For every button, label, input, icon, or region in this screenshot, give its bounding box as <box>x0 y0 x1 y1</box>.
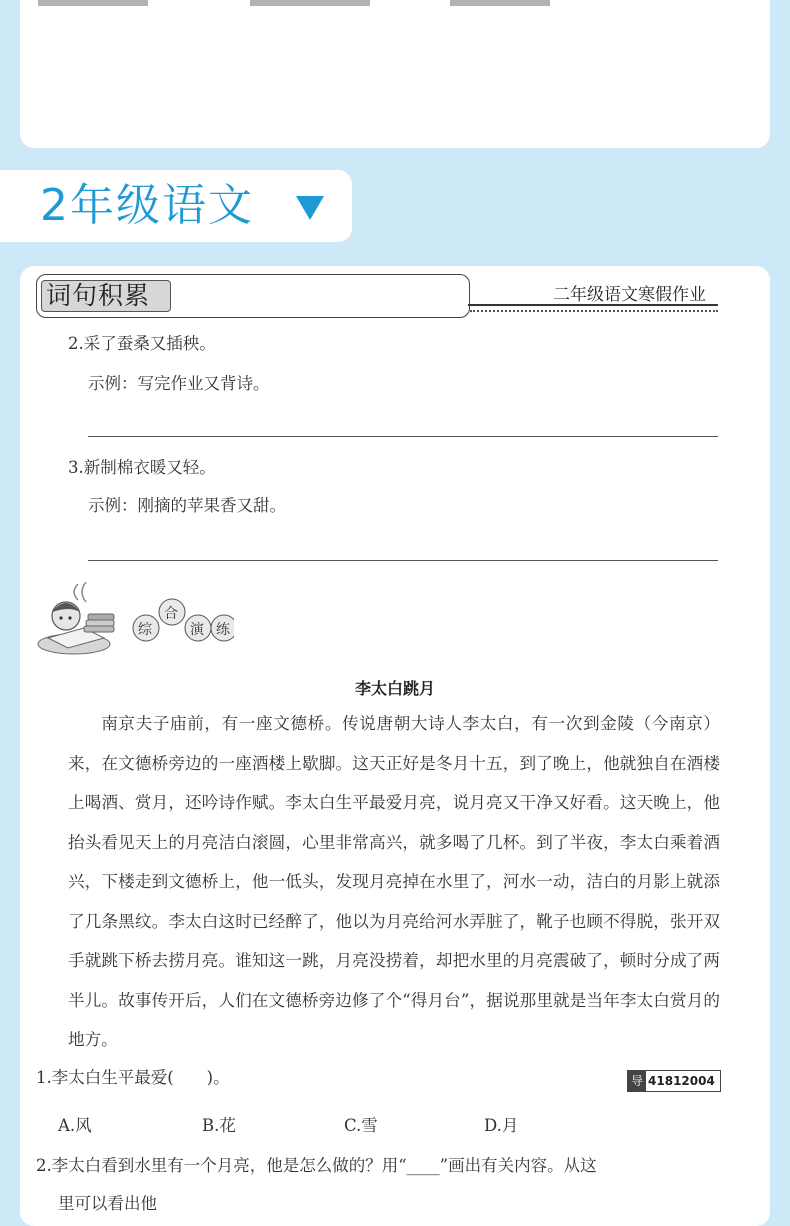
grade-title: 2年级语文 <box>40 180 254 231</box>
practice-badge-char: 练 <box>216 622 230 638</box>
practice-badge-char: 演 <box>190 622 204 638</box>
option-a[interactable]: A.风 <box>58 1116 92 1135</box>
story-paragraph: 南京夫子庙前，有一座文德桥。传说唐朝大诗人李太白，有一次到金陵（今南京）来，在文德桥旁边的一座酒楼上歇脚。这天正好是冬月十五，到了晚上，他就独自在酒楼上喝酒、赏月，还吟诗作赋。李太白生平最爱月亮，说月亮又干净又好看。这天晚上，他抬头看见天上的月亮洁白滚圆，心里非常高兴，就多喝了几杯。到了半夜，李太白乘着酒兴，下楼走到文德桥上，他一低头，发现月亮掉在水里了，河水一动，洁白的月影上就添了几条黑纹。李太白这时已经醉了，他以为月亮给河水弄脏了，靴子也顾不得脱，张开双手就跳下桥去捞月亮。谁知这一跳，月亮没捞着，却把水里的月亮震破了，顿时分成了两半儿。故事传开后，人们在文德桥旁边修了个“得月台”，据说那里就是当年李太白赏月的地方。 <box>68 714 720 1049</box>
section-label: 词句积累 <box>46 281 151 310</box>
code-prefix: 导 <box>628 1071 646 1091</box>
question-2-continuation: 里可以看出他 <box>58 1194 157 1213</box>
option-c[interactable]: C.雪 <box>344 1116 378 1135</box>
exercise-question: 2.采了蚕桑又插秧。 <box>68 334 216 353</box>
answer-line[interactable] <box>88 560 718 561</box>
option-b[interactable]: B.花 <box>202 1116 236 1135</box>
exercise-example: 示例：刚摘的苹果香又甜。 <box>88 496 286 515</box>
worksheet-card <box>20 266 770 1226</box>
question-1-text: 1.李太白生平最爱( )。 <box>36 1068 230 1087</box>
story-title: 李太白跳月 <box>354 679 435 698</box>
grade-banner <box>0 170 352 242</box>
section-header-box <box>36 274 470 318</box>
previous-page-card <box>20 0 770 148</box>
practice-badge-char: 综 <box>138 622 152 638</box>
exercise-example: 示例：写完作业又背诗。 <box>88 374 270 393</box>
reading-kid-illustration <box>34 582 234 662</box>
dotted-divider <box>470 310 718 312</box>
option-d[interactable]: D.月 <box>484 1116 519 1135</box>
book-title: 二年级语文寒假作业 <box>553 285 706 305</box>
header-right-rule <box>468 278 718 306</box>
section-label-box <box>41 280 171 312</box>
cut-off-text-row <box>20 0 770 20</box>
exercise-question: 3.新制棉衣暖又轻。 <box>68 458 216 477</box>
answer-line[interactable] <box>88 436 718 437</box>
question-2-text: 2.李太白看到水里有一个月亮，他是怎么做的？用“____”画出有关内容。从这 <box>36 1156 597 1175</box>
question-code-badge <box>627 1070 721 1092</box>
dropdown-arrow-icon[interactable] <box>296 196 324 220</box>
question-code: 41812004 <box>648 1074 715 1088</box>
practice-badge-char: 合 <box>164 606 178 622</box>
